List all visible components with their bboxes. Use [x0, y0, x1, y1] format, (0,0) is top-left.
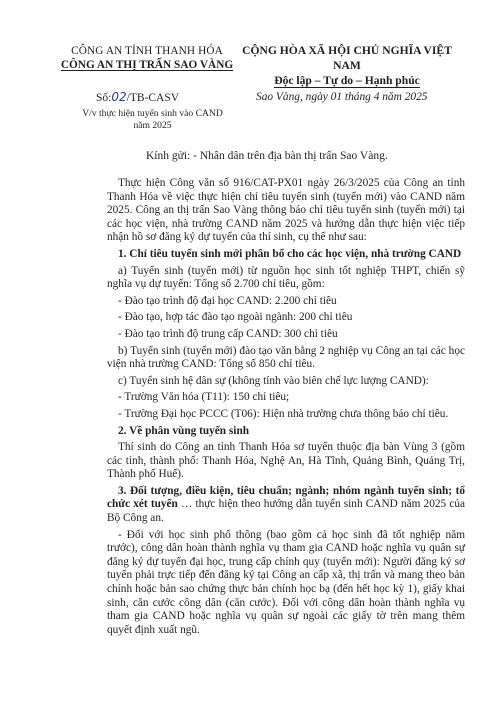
national-header: [232, 43, 462, 88]
agency-parent: CÔNG AN TỈNH THANH HÓA: [71, 45, 223, 57]
section-1c-item-2: - Trường Đại học PCCC (T06): Hiện nhà trường chưa thông báo chỉ tiêu.: [118, 407, 449, 420]
intro-paragraph: Thực hiện Công văn số 916/CAT-PX01 ngày 26/3/2025 của Công an tỉnh Thanh Hóa về việc thực hiện chỉ tiêu tuyển sinh (tuyển mới) vào CAND năm 2025. Công an thị trấn Sao Vàng thông báo chỉ tiêu tuyển sinh (tuyển mới) tại các học viện, nhà trường CAND năm 2025 và hướng dẫn thực hiện việc tiếp nhận hồ sơ đăng ký dự tuyển của thí sinh, cụ thể như sau:: [107, 177, 465, 244]
number-prefix: Số:: [96, 92, 112, 104]
section-1a-item-3: - Đào tạo trình độ trung cấp CAND: 300 chỉ tiêu: [118, 327, 338, 340]
national-motto: [232, 73, 462, 88]
addressee: Kính gửi: - Nhân dân trên địa bàn thị trấn Sao Vàng.: [146, 150, 388, 162]
document-topic: V/v thực hiện tuyển sinh vào CAND năm 2025: [82, 108, 223, 131]
section-3-title-tail: … thực hiện theo hướng dẫn tuyển sinh CAND năm 2025 của Bộ Công an.: [107, 498, 465, 525]
issuing-agency: [52, 44, 242, 72]
nation-title: CỘNG HÒA XÃ HỘI CHỦ NGHĨA VIỆT NAM: [242, 44, 452, 72]
section-3-text: - Đối với học sinh phổ thông (bao gồm cả học sinh đã tốt nghiệp năm trước), công dân hoàn thành nghĩa vụ tham gia CAND hoặc nghĩa vụ quân sự đăng ký dự tuyển đại học, trung cấp chính quy (tuyển mới): Người đăng ký sơ tuyển phải trực tiếp đến đăng ký tại Công an cấp xã, thị trấn và mang theo bản chính hoặc bản sao chứng thực bản chính học bạ (đến hết học kỳ 1), giấy khai sinh, căn cước công dân (căn cước). Đối với công dân hoàn thành nghĩa vụ tham gia CAND hoặc nghĩa vụ quân sự ngoài các giấy tờ trên mang thêm quyết định xuất ngũ.: [107, 528, 465, 636]
section-1c: c) Tuyển sinh hệ dân sự (không tính vào biên chế lực lượng CAND):: [118, 374, 429, 387]
section-1a-item-1: - Đào tạo trình độ đại học CAND: 2.200 chỉ tiêu: [118, 294, 337, 307]
place-date: Sao Vàng, ngày 01 tháng 4 năm 2025: [256, 91, 428, 103]
section-1a-item-2: - Đào tạo, hợp tác đào tạo ngoài ngành: 200 chỉ tiêu: [118, 311, 353, 324]
document-body: [107, 177, 465, 640]
number-suffix: /TB-CASV: [126, 92, 180, 104]
handwritten-number: 02: [111, 90, 127, 104]
agency-name: CÔNG AN THỊ TRẤN SAO VÀNG: [60, 59, 234, 71]
section-2-title: 2. Về phân vùng tuyển sinh: [118, 424, 250, 437]
motto-text: Độc lập – Tự do – Hạnh phúc: [274, 74, 420, 87]
section-1a: a) Tuyển sinh (tuyển mới) từ nguồn học sinh tốt nghiệp THPT, chiến sỹ nghĩa vụ dự tuyển: Tổng số 2.700 chỉ tiêu, gồm:: [107, 264, 465, 291]
section-1c-item-1: - Trường Văn hóa (T11): 150 chỉ tiêu;: [118, 391, 290, 404]
section-3-heading: [107, 485, 465, 526]
section-3-title: 3. Đối tượng, điều kiện, tiêu chuẩn; ngành; nhóm ngành tuyển sinh; tổ chức xét tuyển: [107, 484, 465, 511]
document-number: [96, 90, 179, 104]
section-1-title: 1. Chỉ tiêu tuyển sinh mới phân bổ cho các học viện, nhà trường CAND: [118, 247, 462, 260]
section-1b: b) Tuyển sinh (tuyển mới) đào tạo văn bằng 2 nghiệp vụ Công an tại các học viện nhà trường CAND: Tổng số 850 chỉ tiêu.: [107, 344, 465, 371]
section-2-text: Thí sinh do Công an tỉnh Thanh Hóa sơ tuyển thuộc địa bàn Vùng 3 (gồm các tỉnh, thành phố: Thanh Hóa, Nghệ An, Hà Tĩnh, Quảng Bình, Quảng Trị, Thành phố Huế).: [107, 441, 465, 481]
